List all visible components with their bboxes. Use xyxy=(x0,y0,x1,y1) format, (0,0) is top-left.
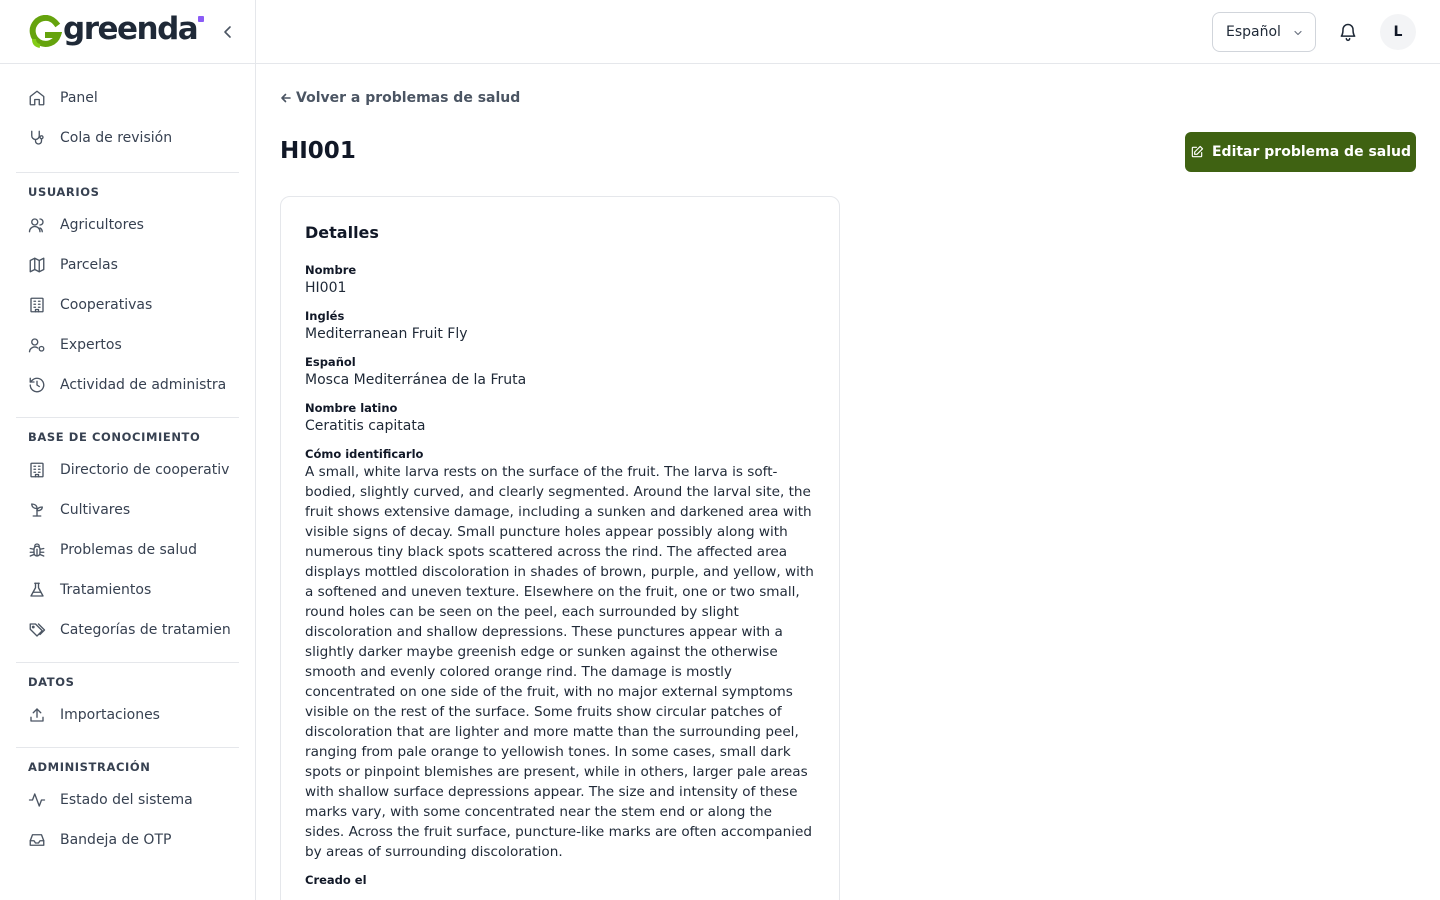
nav-group-users xyxy=(16,173,239,418)
brand-dot xyxy=(198,16,204,22)
back-link[interactable] xyxy=(280,90,520,106)
nav-group-admin xyxy=(16,748,239,872)
sidebar-item-label: Estado del sistema xyxy=(60,792,193,808)
field-label: Español xyxy=(305,355,356,369)
sidebar-item-system-status[interactable] xyxy=(16,780,239,820)
language-select[interactable] xyxy=(1212,12,1316,52)
bell-icon[interactable] xyxy=(1338,22,1358,42)
field-label: Nombre latino xyxy=(305,401,398,415)
nav-heading-admin: ADMINISTRACIÓN xyxy=(28,760,151,774)
sidebar-item-label: Directorio de cooperativ xyxy=(60,462,230,478)
flask-icon xyxy=(28,581,46,599)
sidebar-item-cooperative-directory[interactable] xyxy=(16,450,239,490)
field-value: A small, white larva rests on the surface of the fruit. The larva is soft-bodied, slightly curved, and clearly segmented. Around the larval site, the fruit shows extensive damage, including a sunken and darkened area with visible signs of decay. Small puncture holes appear possibly along with numerous tiny black spots scattered across the rind. The affected area displays mottled discoloration in shades of brown, purple, and yellow, with a softened and uneven texture. Elsewhere on the fruit, one or two small, round holes can be seen on the peel, each surrounded by slight discoloration and shallow depressions. These punctures appear with a slightly darker maybe greenish edge or sunken against the otherwise smooth and evenly colored orange rind. The damage is mostly concentrated on one side of the fruit, with no major external symptoms visible on the rest of the surface. Some fruits show circular patches of discoloration that are lighter and more matte than the surrounding peel, ranging from pale orange to yellowish tones. In some cases, small dark spots or pinpoint blemishes are present, while in others, larger pale areas with shallow surface depressions appear. The size and intensity of these marks vary, with some concentrated near the stem end or along the sides. Across the fruit surface, puncture-like marks are often accompanied by areas of surrounding discoloration. xyxy=(305,464,814,860)
nav-heading-knowledge: BASE DE CONOCIMIENTO xyxy=(28,430,201,444)
sidebar-item-label: Panel xyxy=(60,90,98,106)
sidebar-item-label: Parcelas xyxy=(60,257,118,273)
field-how-to-identify xyxy=(305,446,815,862)
page-title: HI001 xyxy=(280,138,356,164)
field-spanish xyxy=(305,354,815,390)
history-icon xyxy=(28,376,46,394)
sidebar-item-review-queue[interactable] xyxy=(16,118,239,158)
activity-icon xyxy=(28,791,46,809)
brand-name: greenda xyxy=(63,11,198,47)
field-english xyxy=(305,308,815,344)
language-select-value: Español xyxy=(1226,24,1281,40)
inbox-icon xyxy=(28,831,46,849)
users-icon xyxy=(28,216,46,234)
bug-icon xyxy=(28,541,46,559)
sidebar-item-label: Categorías de tratamien xyxy=(60,622,231,638)
sidebar-nav xyxy=(0,64,255,872)
building-icon xyxy=(28,296,46,314)
main-content xyxy=(256,64,1440,900)
field-latin-name xyxy=(305,400,815,436)
sidebar-item-label: Bandeja de OTP xyxy=(60,832,172,848)
stethoscope-icon xyxy=(28,129,46,147)
field-label: Cómo identificarlo xyxy=(305,447,424,461)
card-title: Detalles xyxy=(305,223,379,242)
sidebar-item-cooperatives[interactable] xyxy=(16,285,239,325)
nav-group-knowledge xyxy=(16,418,239,663)
building-icon xyxy=(28,461,46,479)
nav-group-main xyxy=(16,64,239,173)
sidebar-item-treatments[interactable] xyxy=(16,570,239,610)
tags-icon xyxy=(28,621,46,639)
upload-icon xyxy=(28,706,46,724)
home-icon xyxy=(28,89,46,107)
sidebar-item-label: Cooperativas xyxy=(60,297,153,313)
user-cog-icon xyxy=(28,336,46,354)
sidebar-item-label: Problemas de salud xyxy=(60,542,198,558)
sidebar-item-label: Cola de revisión xyxy=(60,130,173,146)
field-label: Nombre xyxy=(305,263,357,277)
sidebar-item-treatment-categories[interactable] xyxy=(16,610,239,650)
sprout-icon xyxy=(28,501,46,519)
field-name xyxy=(305,262,815,298)
chevron-left-icon[interactable] xyxy=(220,24,236,40)
map-icon xyxy=(28,256,46,274)
sidebar-item-panel[interactable] xyxy=(16,78,239,118)
edit-health-issue-button[interactable] xyxy=(1185,132,1416,172)
chevron-down-icon xyxy=(1293,28,1303,38)
field-value: HI001 xyxy=(305,280,347,296)
field-created-at xyxy=(305,872,815,888)
greenda-logo-icon xyxy=(28,15,62,49)
avatar[interactable]: L xyxy=(1380,14,1416,50)
sidebar-item-cultivars[interactable] xyxy=(16,490,239,530)
field-value: Ceratitis capitata xyxy=(305,418,426,434)
field-label: Inglés xyxy=(305,309,345,323)
nav-heading-data: DATOS xyxy=(28,675,75,689)
sidebar-item-otp-inbox[interactable] xyxy=(16,820,239,860)
sidebar-item-label: Importaciones xyxy=(60,707,160,723)
nav-heading-users: USUARIOS xyxy=(28,185,100,199)
topbar xyxy=(256,0,1440,64)
sidebar xyxy=(0,0,256,900)
nav-group-data xyxy=(16,663,239,748)
back-link-label: Volver a problemas de salud xyxy=(296,90,521,106)
field-value: Mosca Mediterránea de la Fruta xyxy=(305,372,527,388)
field-label: Creado el xyxy=(305,873,367,887)
sidebar-item-admin-activity[interactable] xyxy=(16,365,239,405)
sidebar-item-label: Cultivares xyxy=(60,502,131,518)
sidebar-item-label: Actividad de administra xyxy=(60,377,227,393)
field-value: Mediterranean Fruit Fly xyxy=(305,326,468,342)
sidebar-item-label: Agricultores xyxy=(60,217,144,233)
sidebar-item-farmers[interactable] xyxy=(16,205,239,245)
details-card xyxy=(280,196,840,900)
edit-button-label: Editar problema de salud xyxy=(1211,144,1412,160)
sidebar-item-imports[interactable] xyxy=(16,695,239,735)
sidebar-item-health-issues[interactable] xyxy=(16,530,239,570)
edit-icon xyxy=(1190,145,1204,159)
arrow-left-icon xyxy=(280,92,292,104)
sidebar-item-experts[interactable] xyxy=(16,325,239,365)
sidebar-item-plots[interactable] xyxy=(16,245,239,285)
brand-header xyxy=(0,0,255,64)
sidebar-item-label: Tratamientos xyxy=(60,582,152,598)
sidebar-item-label: Expertos xyxy=(60,337,122,353)
